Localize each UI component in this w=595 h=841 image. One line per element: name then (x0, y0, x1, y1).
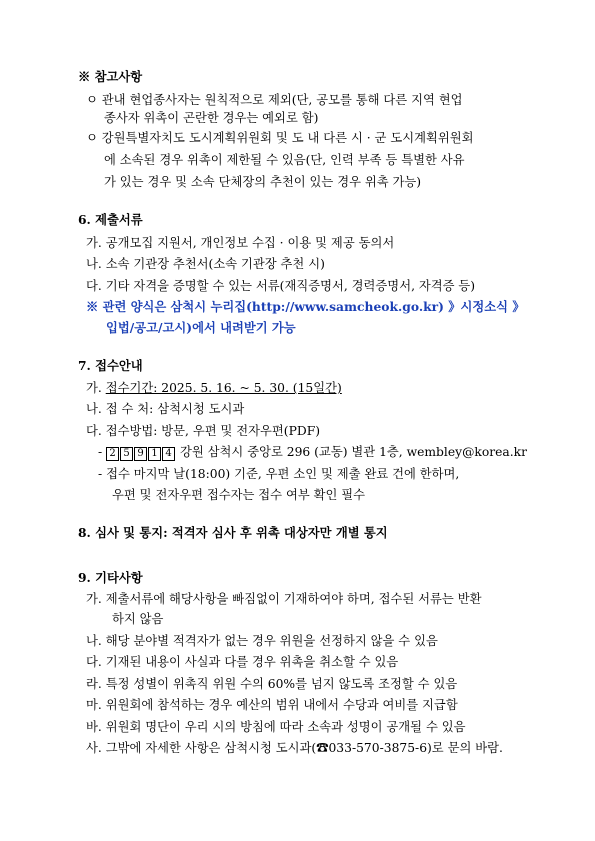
section6-title: 6. 제출서류 (78, 212, 143, 227)
section7-title: 7. 접수안내 (78, 358, 143, 373)
notes-item-2-cont1: 에 소속된 경우 위촉이 제한될 수 있음(단, 인력 부족 등 특별한 사유 (104, 153, 465, 167)
section7-method: 다. 접수방법: 방문, 우편 및 전자우편(PDF) (86, 424, 321, 438)
section7-place: 나. 접 수 처: 삼척시청 도시과 (86, 402, 245, 416)
section6-notice-line1: ※ 관련 양식은 삼척시 누리집(http://www.samcheok.go.kr) 》시정소식 》 (86, 299, 525, 314)
notes-item-1-cont: 종사자 위촉이 곤란한 경우는 예외로 함) (104, 111, 319, 125)
section7-deadline-line2: 우편 및 전자우편 접수자는 접수 여부 확인 필수 (112, 488, 366, 502)
section7-period-row (86, 380, 342, 396)
section9-item-1-cont: 하지 않음 (112, 612, 164, 626)
postal-digit-box: 9 (134, 447, 147, 461)
section6-notice-line2: 입법/공고/고시)에서 내려받기 가능 (106, 320, 296, 335)
section9-item-7: 사. 그밖에 자세한 사항은 삼척시청 도시과(☎033-570-3875-6)로 문의 바람. (86, 741, 503, 755)
section6-item-3: 다. 기타 자격을 증명할 수 있는 서류(재직증명서, 경력증명서, 자격증 등) (86, 279, 476, 293)
section6-item-1: 가. 공개모집 지원서, 개인정보 수집 · 이용 및 제공 동의서 (86, 236, 395, 250)
section6-item-2: 나. 소속 기관장 추천서(소속 기관장 추천 시) (86, 257, 325, 271)
section9-title: 9. 기타사항 (78, 570, 143, 585)
section9-item-1: 가. 제출서류에 해당사항을 빠짐없이 기재하여야 하며, 접수된 서류는 반환 (86, 592, 482, 606)
postal-digit-box: 5 (120, 447, 133, 461)
notes-item-2-cont2: 가 있는 경우 및 소속 단체장의 추천이 있는 경우 위촉 가능) (104, 175, 422, 189)
section9-item-6: 바. 위원회 명단이 우리 시의 방침에 따라 소속과 성명이 공개될 수 있음 (86, 720, 466, 734)
section9-item-4: 라. 특정 성별이 위촉직 위원 수의 60%를 넘지 않도록 조정할 수 있음 (86, 677, 458, 691)
notes-item-1: ㅇ 관내 현업종사자는 원칙적으로 제외(단, 공모를 통해 다른 지역 현업 (86, 93, 463, 107)
section7-address-row (98, 444, 527, 461)
notes-item-2: ㅇ 강원특별자치도 도시계획위원회 및 도 내 다른 시 · 군 도시계획위원회 (86, 131, 474, 145)
section7-period: 접수기간: 2025. 5. 16. ~ 5. 30. (15일간) (105, 381, 342, 395)
section9-item-5: 마. 위원회에 참석하는 경우 예산의 범위 내에서 수당과 여비를 지급함 (86, 698, 458, 712)
section7-period-prefix: 가. (86, 381, 106, 395)
section7-address: 강원 삼척시 중앙로 296 (교동) 별관 1층, wembley@korea.kr (180, 445, 527, 459)
section7-postal-prefix: - (98, 445, 107, 459)
section9-item-3: 다. 기재된 내용이 사실과 다를 경우 위촉을 취소할 수 있음 (86, 655, 399, 669)
postal-digit-box: 4 (162, 447, 175, 461)
section9-item-2: 나. 해당 분야별 적격자가 없는 경우 위원을 선정하지 않을 수 있음 (86, 634, 438, 648)
section7-deadline-line1: - 접수 마지막 날(18:00) 기준, 우편 소인 및 제출 완료 건에 한하며, (98, 467, 460, 481)
notes-title: ※ 참고사항 (78, 69, 143, 84)
postal-digit-box: 1 (148, 447, 161, 461)
section8-title: 8. 심사 및 통지: 적격자 심사 후 위촉 대상자만 개별 통지 (78, 525, 388, 540)
postal-digit-box: 2 (106, 447, 119, 461)
